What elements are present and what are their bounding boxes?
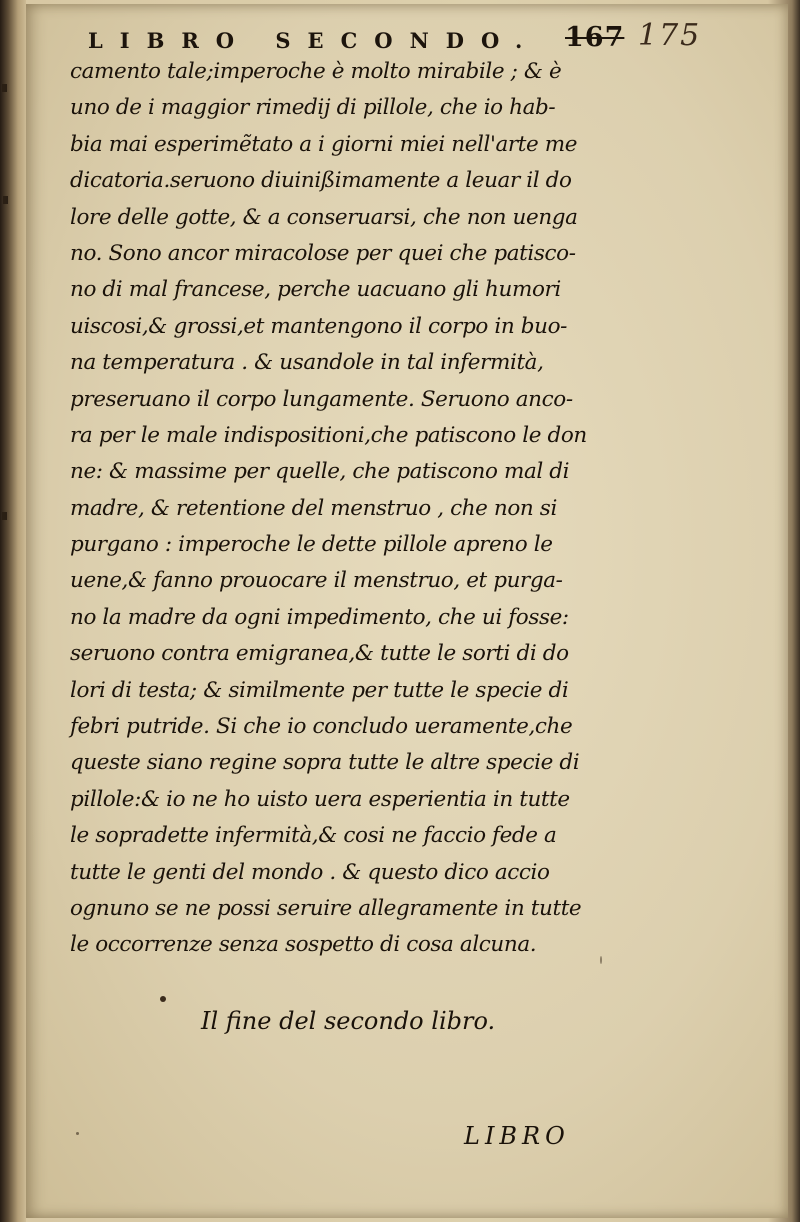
text-line: bia mai esperimẽtato a i giorni miei nell'arte me bbox=[70, 131, 578, 157]
text-line: uiscosi,& grossi,et mantengono il corpo in buo- bbox=[70, 313, 567, 339]
ink-speck bbox=[76, 1132, 79, 1135]
text-line: lori di testa; & similmente per tutte le specie di bbox=[70, 677, 569, 703]
running-title: LIBRO SECONDO. bbox=[88, 28, 540, 53]
text-line: le sopradette infermità,& cosi ne faccio fede a bbox=[70, 823, 557, 849]
text-line: uno de i maggior rimedij di pillole, che io hab- bbox=[70, 95, 556, 121]
text-line: no di mal francese, perche uacuano gli humori bbox=[70, 277, 561, 303]
text-line: tutte le genti del mondo . & questo dico accio bbox=[70, 859, 550, 885]
page bbox=[26, 4, 788, 1218]
text-line: preseruano il corpo lungamente. Seruono anco- bbox=[70, 386, 573, 412]
text-line: dicatoria.seruono diuinißimamente a leuar il do bbox=[70, 168, 572, 194]
text-line: camento tale;imperoche è molto mirabile ; & è bbox=[70, 59, 562, 84]
text-line: seruono contra emigranea,& tutte le sorti di do bbox=[70, 641, 569, 667]
catchword: LIBRO bbox=[464, 1122, 570, 1150]
body-text bbox=[70, 54, 635, 964]
text-line: uene,& fanno prouocare il menstruo, et purga- bbox=[70, 568, 563, 594]
margin-mark bbox=[3, 196, 8, 204]
facing-page-edge bbox=[0, 0, 26, 1222]
text-line: queste siano regine sopra tutte le altre specie di bbox=[70, 750, 580, 776]
text-line: pillole:& io ne ho uisto uera esperientia in tutte bbox=[70, 786, 570, 812]
text-line: le occorrenze senza sospetto di cosa alcuna. bbox=[70, 932, 537, 958]
text-line: madre, & retentione del menstruo , che non si bbox=[70, 495, 557, 521]
text-line: febri putride. Si che io concludo ueramente,che bbox=[70, 714, 573, 740]
text-line: lore delle gotte, & a conseruarsi, che non uenga bbox=[70, 204, 578, 230]
text-line: no. Sono ancor miracolose per quei che patisco- bbox=[70, 240, 576, 266]
margin-mark bbox=[2, 512, 7, 520]
ink-speck bbox=[600, 956, 602, 964]
text-line: ognuno se ne possi seruire allegramente in tutte bbox=[70, 895, 582, 921]
printed-folio-struck: 167 bbox=[565, 22, 625, 53]
text-line: no la madre da ogni impedimento, che ui fosse: bbox=[70, 604, 569, 630]
text-line: ra per le male indispositioni,che patiscono le don bbox=[70, 422, 587, 448]
text-line: na temperatura . & usandole in tal infermità, bbox=[70, 350, 544, 376]
text-line: purgano : imperoche le dette pillole apreno le bbox=[70, 532, 553, 558]
handwritten-folio: 175 bbox=[638, 18, 702, 53]
margin-mark bbox=[2, 84, 7, 92]
text-line: ne: & massime per quelle, che patiscono mal di bbox=[70, 459, 570, 485]
ink-speck bbox=[160, 996, 166, 1002]
explicit-line: Il fine del secondo libro. bbox=[201, 1007, 496, 1035]
